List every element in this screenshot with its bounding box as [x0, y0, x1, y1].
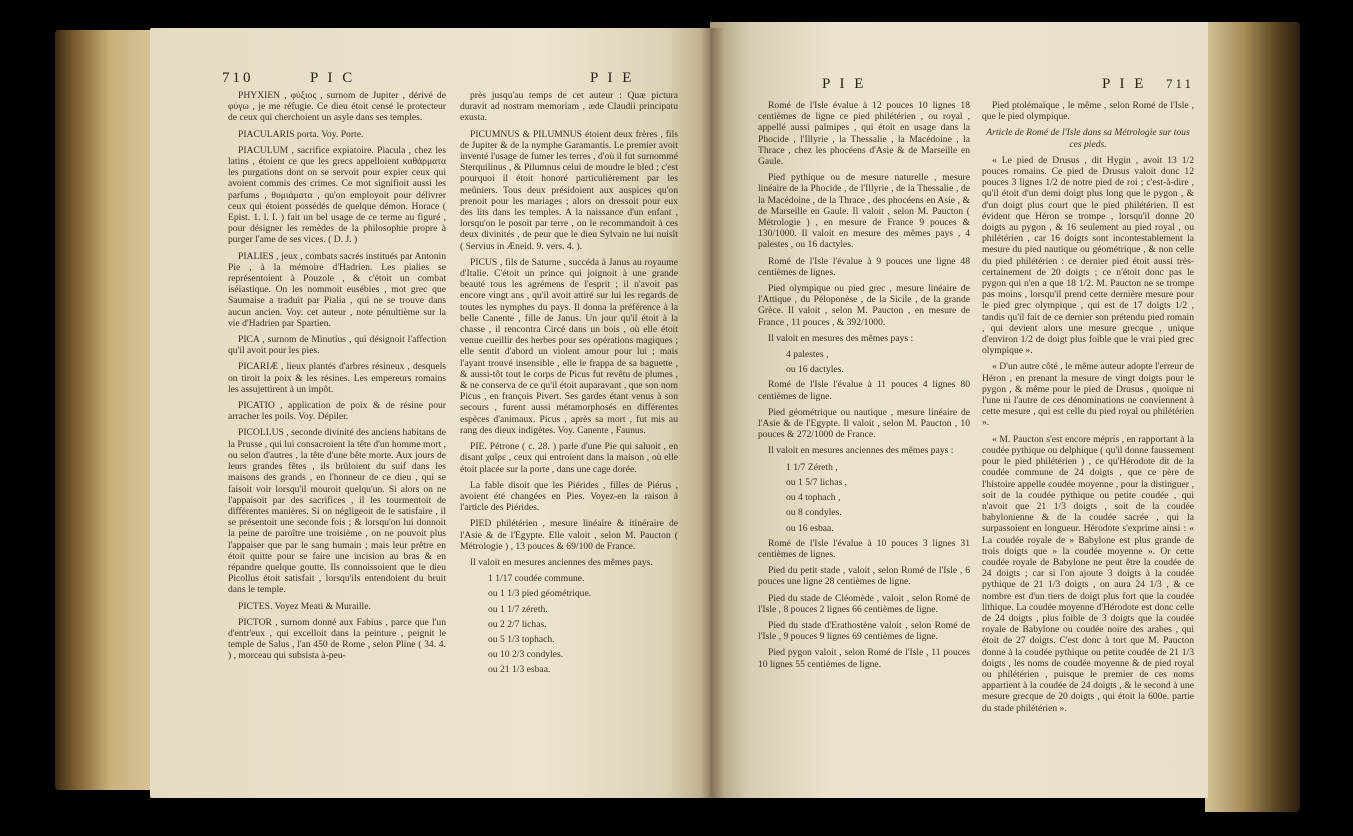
entry-paragraph: La fable disoit que les Piérides , filles de Piérus , avoient été changées en Pies. Voyez-en la raison à l'article des Piérides. — [460, 479, 678, 514]
list-item: ou 5 1/3 tophach. — [488, 633, 555, 645]
entry-paragraph: Romé de l'Isle l'évalue à 10 pouces 3 lignes 31 centièmes de lignes. — [758, 537, 970, 560]
left-page-edges — [55, 30, 155, 790]
entry-paragraph: Pied géométrique ou nautique , mesure linéaire de l'Asie & de l'Egypte. Il valoit , selon M. Paucton , 10 pouces & 272/1000 de France. — [758, 406, 970, 441]
left-page-number: 710 — [222, 70, 254, 86]
entry-paragraph: PIACULARIS porta. Voy. Porte. — [238, 128, 364, 140]
left-page-column-1 — [228, 90, 446, 790]
entry-paragraph: Romé de l'Isle évalue à 12 pouces 10 lignes 18 centièmes de ligne ce pied philétérien , ou royal , appellé aussi palmipes , qui étoit en usage dans la Phocide , l'Illyrie , la Thessalie , la Macédoine , la Thrace , chez les phocéens d'Asie & de Marseille en Gaule. — [758, 100, 970, 168]
entry-paragraph: PHYXIEN , φύξιος , surnom de Jupiter , dérivé de φύγω , je me réfugie. Ce dieu étoit censé le protecteur de ceux qui cherchoient un asyle dans ses temples. — [228, 90, 446, 124]
entry-paragraph: PIACULUM , sacrifice expiatoire. Piacula , chez les latins , étoient ce que les grecs appelloient καθάρματα les purgations dont on se servoit pour expier ceux qui avoient commis des crimes. Ce mot signifioit aussi les parfums , θυμιάματα , qu'on employoit pour délivrer ceux qui étoient possédés de quelque démon. Horace ( Epist. 1. l. I. ) fait un bel usage de ce terme au figuré , pour désigner les remèdes de la philosophie propre à purger l'ame de ses vices. ( D. J. ) — [228, 144, 446, 246]
right-page-edges — [1205, 22, 1300, 812]
entry-paragraph: « Le pied de Drusus , dit Hygin , avoit 13 1/2 pouces romains. Ce pied de Drusus valoit donc 12 pouces 3 lignes 1/2 de notre pied de roi ; c'est-à-dire , qu'il étoit d'un demi doigt plus long que le pygon , & d'un doigt plus court que le pied philétérien. Il est évident que Héron se trompe , lorsqu'il donne 20 doigts au pygon , & 16 seulement au pied royal , ou philétérien , car 16 doigts sont incontestablement la mesure du pied nautique ou géométrique , & non celle du pied philétérien : ce dernier pied étoit aussi très-certainement de 20 doigts ; ce n'étoit donc pas le pygon qui n'en a que 18 1/2. M. Paucton ne se trompe pas moins , lorsqu'il prend cette dernière mesure pour le pied grec olympique , qui est de 17 doigts 1/2 , tandis qu'il fait de ce dernier son prétendu pied romain , qui devient alors une mesure grecque , unique d'environ 1/2 de doigt plus foible que le vrai pied grec olympique ». — [982, 154, 1194, 357]
entry-paragraph: « D'un autre côté , le même auteur adopte l'erreur de Héron , en prenant la mesure de vingt doigts pour le pygon , & même pour le pied de Drusus , quoique ni l'une ni l'autre de ces dénominations ne conviennent à cette mesure , qui est celle du pied royal ou philétérien ». — [982, 361, 1194, 429]
entry-paragraph: PICARIÆ , lieux plantés d'arbres résineux , desquels on tiroit la poix & les résines. Les empereurs romains les assujettirent à un impôt. — [228, 361, 446, 395]
list-item: 4 palestes , — [786, 349, 829, 361]
right-page-header-right: P I E — [1102, 76, 1147, 92]
left-page-column-2 — [460, 90, 678, 790]
entry-paragraph: Pied olympique ou pied grec , mesure linéaire de l'Attique , du Péloponèse , de la Sicile , de la grande Grèce. Il valoit , selon M. Paucton , en mesure de France , 11 pouces , & 392/1000. — [758, 283, 970, 328]
entry-paragraph: Il valoit en mesures des mêmes pays : — [768, 332, 914, 344]
right-page-column-1 — [758, 100, 970, 790]
entry-paragraph: PICTOR , surnom donné aux Fabius , parce que l'un d'entr'eux , qui excelloit dans la peinture , peignit le temple de Salus , l'an 450 de Rome , selon Pline ( 34. 4. ) , morceau qui subsista à-peu- — [228, 616, 446, 662]
list-item: ou 10 2/3 condyles. — [488, 649, 564, 661]
entry-paragraph: PICATIO , application de poix & de résine pour arracher les poils. Voy. Dépiler. — [228, 400, 446, 423]
right-page — [710, 22, 1208, 798]
entry-paragraph: PICTES. Voyez Meati & Muraille. — [238, 600, 371, 612]
list-item: ou 1 5/7 lichas , — [786, 476, 848, 488]
entry-paragraph: Il valoit en mesures anciennes des mêmes pays : — [768, 445, 954, 457]
list-item: 1 1/7 Zéreth , — [786, 461, 838, 473]
entry-paragraph: près jusqu'au temps de cet auteur : Quæ pictura duravit ad nostram memoriam , æde Claudii principatu exusta. — [460, 90, 678, 124]
entry-paragraph: Pied ptolémaïque , le même , selon Romé de l'Isle , que le pied olympique. — [982, 100, 1194, 123]
entry-paragraph: Pied pygon valoit , selon Romé de l'Isle , 11 pouces 10 lignes 55 centièmes de ligne. — [758, 647, 970, 670]
entry-paragraph: Romé de l'Isle l'évalue à 9 pouces une ligne 48 centièmes de lignes. — [758, 255, 970, 278]
measure-list — [786, 462, 970, 534]
list-item: 1 1/17 coudée commune. — [488, 573, 585, 585]
entry-paragraph: PIE. Pétrone ( c. 28. ) parle d'une Pie qui saluoit , en disant χαῖρε , ceux qui entroient dans la maison , où elle étoit placée sur la porte , dans une cage dorée. — [460, 441, 678, 475]
entry-paragraph: « M. Paucton s'est encore mépris , en rapportant à la coudée pythique ou delphique ( qu'il donne faussement pour le pied philétérien ) , ce qu'Hérodote dit de la coudée commune de 24 doigts , que ce père de l'histoire appelle coudée moyenne , pour la distinguer , soit de la coudée pythique ou petite coudée , qui n'avoit que 21 1/3 doigts , soit de la coudée babylonienne & de la coudée sacrée , qui la surpassoient en longueur. Hérodote s'exprime ainsi : « La coudée royale de » Babylone est plus grande de trois doigts que » la coudée moyenne ». Or cette coudée royale de Babylone ne peut être la coudée de 24 doigts ; car si l'on ajoute 3 doigts à la coudée pythique de 21 1/3 doigts , on aura 24 1/3 , & ce nombre est d'un tiers de doigt plus fort que la coudée lithique. La coudée moyenne d'Hérodote est donc celle de 24 doigts , plus foible de 3 doigts que la coudée royale de Babylone ou coudée noire des arabes , qui étoit de 27 doigts. C'est donc à tort que M. Paucton donne à la coudée pythique ou petite coudée de 21 1/3 doigts , les noms de coudée moyenne & de pied royal ou philétérien , puisque le premier de ces noms appartient à la coudée de 24 doigts , & le second à une mesure grecque de 20 doigts , qui étoit la 600e. partie du stade philétérien ». — [982, 433, 1194, 714]
list-item: ou 1 1/7 zéreth. — [488, 603, 548, 615]
entry-paragraph: PICUMNUS & PILUMNUS étoient deux frères , fils de Jupiter & de la nymphe Garamantis. Le premier avoit inventé l'usage de fumer les terres , d'où il fut surnommé Sterquilinus , & Pilumnus celui de moudre le bled ; c'est pourquoi il étoit honoré particulièrement par les meûniers. Tous deux présidoient aux auspices qu'on prenoit pour les mariages ; alors on dressoit pour eux des lits dans les temples. A la naissance d'un enfant , lorsqu'on le posoit par terre , on le recommandoit à ces deux divinités , de peur que le dieu Sylvain ne lui nuisît ( Servius in Æneid. 9. vers. 4. ). — [460, 128, 678, 252]
left-page-header-right: P I E — [590, 70, 635, 86]
entry-paragraph: PICUS , fils de Saturne , succéda à Janus au royaume d'Italie. C'étoit un prince qui joignoit à une grande beauté tous les agrémens de l'esprit ; il n'avoit pas encore vingt ans , qu'il avoit attiré sur lui les regards de toutes les nymphes du pays. Il donna la préférence à la belle Canente , fille de Janus. Un jour qu'il étoit à la chasse , il rencontra Circé dans un bois , où elle étoit venue cueillir des herbes pour ses opérations magiques ; elle sentit d'abord un violent amour pour lui ; mais l'ayant trouvé insensible , elle le frappa de sa baguette , & aussi-tôt tout le corps de Picus fut revêtu de plumes , & ne conserva de ce qu'il étoit auparavant , que son nom Picus , en françois Pivert. Ses gardes étant venus à son secours , furent aussi métamorphosés en différentes espèces d'animaux. Picus , après sa mort , fut mis au rang des dieux indigètes. Voy. Canente , Faunus. — [460, 256, 678, 436]
list-item: ou 16 esbaa. — [786, 522, 834, 534]
entry-paragraph: PIALIES , jeux , combats sacrés institués par Antonin Pie , à la mémoire d'Hadrien. Les pialies se représentoient à Pouzole , & c'étoit un combat iséiastique. On les nommoit eusébies , mot grec que Saumaise a traduit par Pialia , qui ne se trouve dans aucun ancien. Voy. cet auteur , note pénultième sur la vie d'Hadrien par Spartien. — [228, 250, 446, 329]
list-item: ou 16 dactyles. — [786, 364, 844, 376]
right-page-column-2 — [982, 100, 1194, 790]
entry-paragraph: Romé de l'Isle l'évalue à 11 pouces 4 lignes 80 centièmes de ligne. — [758, 379, 970, 402]
article-heading: Article de Romé de l'Isle dans sa Métrologie sur tous ces pieds. — [986, 127, 1190, 150]
entry-paragraph: Pied du stade de Cléomède , valoit , selon Romé de l'Isle , 8 pouces 2 lignes 66 centièmes de ligne. — [758, 592, 970, 615]
entry-paragraph: PICOLLUS , seconde divinité des anciens habitans de la Prusse , qui lui consacroient la tête d'un homme mort , ou selon d'autres , la tête d'une bête morte. Aux jours de leurs grandes fêtes , ils brûloient du suif dans les maisons des grands , en l'honneur de ce dieu , qui se faisoit voir lorsqu'il mouroit quelqu'un. Si alors on ne l'appaisoit par des sacrifices , il les tourmentoit de différentes manières. Si on négligeoit de le satisfaire , il se présentoit une seconde fois ; & lorsqu'on lui donnoit la peine de paroître une troisième , on ne pouvoit plus l'appaiser que par le sang humain ; mais leur prêtre en étoit quitte pour se faire une incision au bras & en répandre quelque goutte. Ils connoissoient que le dieu Picollus étoit satisfait , lorsqu'ils entendoient du bruit dans le temple. — [228, 427, 446, 596]
measure-list — [786, 349, 970, 375]
left-page — [150, 28, 710, 798]
list-item: ou 8 condyles. — [786, 507, 842, 519]
left-page-header-left: P I C — [310, 70, 356, 86]
entry-paragraph: PICA , surnom de Minutius , qui désignoit l'affection qu'il avoit pour les pies. — [228, 334, 446, 357]
entry-paragraph: Pied pythique ou de mesure naturelle , mesure linéaire de la Phocide , de l'Illyrie , de la Thessalie , de la Macédoine , de la Thrace , des phocéens en Asie , & de Marseille en Gaule. Il valoit , selon M. Paucton ( Métrologie ) , en mesure de France 9 pouces & 130/1000. Il valoit en mesure des mêmes pays , 4 palestes , ou 16 dactyles. — [758, 172, 970, 251]
entry-paragraph: PIED philétérien , mesure linéaire & itinéraire de l'Asie & de l'Egypte. Elle valoit , selon M. Paucton ( Métrologie ) , 13 pouces & 69/100 de France. — [460, 518, 678, 552]
list-item: ou 21 1/3 esbaa. — [488, 664, 551, 676]
entry-paragraph: Pied du stade d'Erathostène valoit , selon Romé de l'Isle , 9 pouces 9 lignes 69 centièmes de ligne. — [758, 619, 970, 643]
entry-paragraph: Pied du petit stade , valoit , selon Romé de l'Isle , 6 pouces une ligne 28 centièmes de ligne. — [758, 565, 970, 588]
book-gutter — [700, 28, 724, 798]
right-page-number: 711 — [1166, 76, 1195, 91]
list-item: ou 4 tophach , — [786, 492, 841, 504]
right-page-header-left: P I E — [822, 76, 867, 92]
list-item: ou 2 2/7 lichas. — [488, 618, 547, 630]
measure-list — [488, 573, 678, 675]
entry-paragraph: Il valoit en mesures anciennes des mêmes pays. — [470, 556, 653, 568]
list-item: ou 1 1/3 pied géométrique. — [488, 588, 592, 600]
